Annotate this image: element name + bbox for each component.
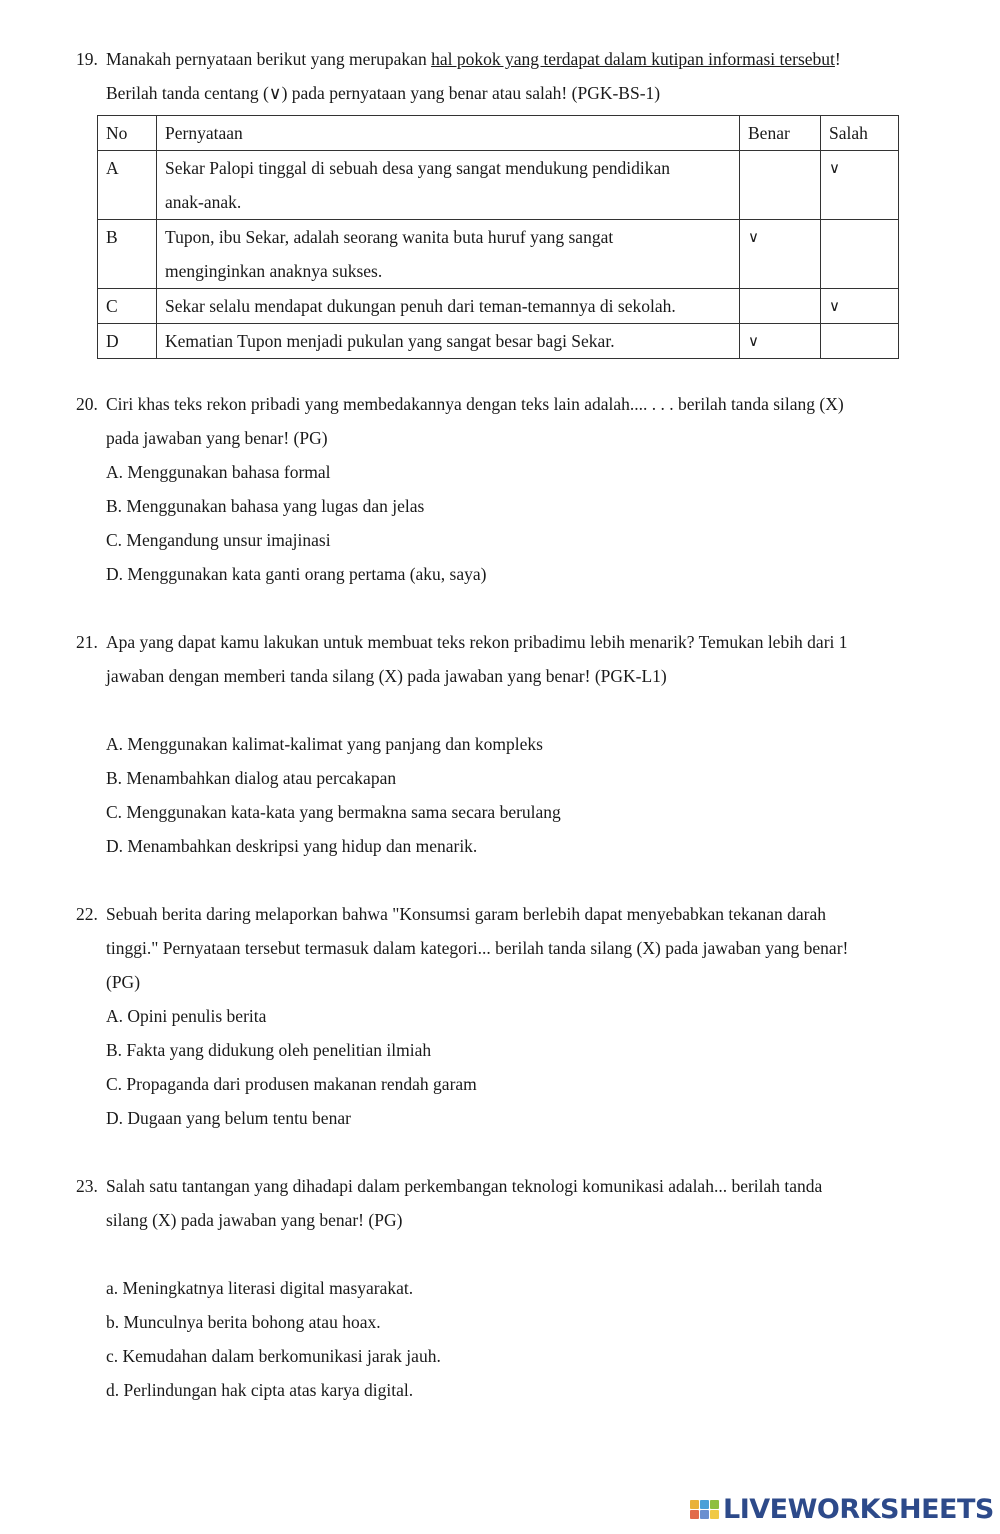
q23-prompt-line2: silang (X) pada jawaban yang benar! (PG) <box>106 1210 403 1230</box>
row-statement: Sekar Palopi tinggal di sebuah desa yang sangat mendukung pendidikan anak-anak. <box>157 151 740 220</box>
q19-number: 19. <box>76 49 98 69</box>
q23-option-c[interactable]: c. Kemudahan dalam berkomunikasi jarak jauh. <box>106 1346 441 1366</box>
row-statement: Tupon, ibu Sekar, adalah seorang wanita buta huruf yang sangat menginginkan anaknya sukses. <box>157 220 740 289</box>
salah-cell[interactable]: ∨ <box>821 289 899 324</box>
q19-instruction: Berilah tanda centang (∨) pada pernyataan yang benar atau salah! (PGK-BS-1) <box>106 83 661 103</box>
row-no: C <box>98 289 157 324</box>
q23-option-d[interactable]: d. Perlindungan hak cipta atas karya digital. <box>106 1380 414 1400</box>
q22-prompt-line1: Sebuah berita daring melaporkan bahwa "Konsumsi garam berlebih dapat menyebabkan tekanan darah <box>106 904 827 924</box>
row-no: A <box>98 151 157 220</box>
benar-cell[interactable]: ∨ <box>740 220 821 289</box>
statement-table <box>97 115 899 359</box>
q22-option-d[interactable]: D. Dugaan yang belum tentu benar <box>106 1108 351 1128</box>
salah-cell[interactable]: ∨ <box>821 151 899 220</box>
liveworksheets-logo <box>690 1494 994 1524</box>
table-row <box>98 220 899 289</box>
q19-underlined: hal pokok yang terdapat dalam kutipan informasi tersebut <box>431 49 835 69</box>
q20-option-a[interactable]: A. Menggunakan bahasa formal <box>106 462 331 482</box>
q21-number: 21. <box>76 632 98 652</box>
q21-prompt-line1: Apa yang dapat kamu lakukan untuk membuat teks rekon pribadimu lebih menarik? Temukan lebih dari 1 <box>106 632 848 652</box>
row-no: B <box>98 220 157 289</box>
row-no: D <box>98 324 157 359</box>
q22-prompt-line3: (PG) <box>106 972 141 992</box>
row-statement: Sekar selalu mendapat dukungan penuh dari teman-temannya di sekolah. <box>157 289 740 324</box>
benar-cell[interactable]: ∨ <box>740 324 821 359</box>
logo-grid-icon <box>690 1500 719 1519</box>
table-row <box>98 151 899 220</box>
q21-option-a[interactable]: A. Menggunakan kalimat-kalimat yang panjang dan kompleks <box>106 734 543 754</box>
q20-option-d[interactable]: D. Menggunakan kata ganti orang pertama (aku, saya) <box>106 564 487 584</box>
q20-option-b[interactable]: B. Menggunakan bahasa yang lugas dan jelas <box>106 496 425 516</box>
header-statement: Pernyataan <box>157 116 740 151</box>
table-header-row <box>98 116 899 151</box>
q19-prompt: Manakah pernyataan berikut yang merupakan hal pokok yang terdapat dalam kutipan informasi tersebut! <box>106 49 841 69</box>
q21-prompt-line2: jawaban dengan memberi tanda silang (X) pada jawaban yang benar! (PGK-L1) <box>106 666 667 686</box>
q23-option-a[interactable]: a. Meningkatnya literasi digital masyarakat. <box>106 1278 414 1298</box>
salah-cell[interactable] <box>821 324 899 359</box>
q22-option-b[interactable]: B. Fakta yang didukung oleh penelitian ilmiah <box>106 1040 432 1060</box>
table-row <box>98 324 899 359</box>
benar-cell[interactable] <box>740 289 821 324</box>
q20-prompt-line1: Ciri khas teks rekon pribadi yang membedakannya dengan teks lain adalah.... . . . berilah tanda silang (X) <box>106 394 844 414</box>
logo-text: LIVEWORKSHEETS <box>723 1493 994 1525</box>
q21-option-b[interactable]: B. Menambahkan dialog atau percakapan <box>106 768 397 788</box>
q20-number: 20. <box>76 394 98 414</box>
benar-cell[interactable] <box>740 151 821 220</box>
row-statement: Kematian Tupon menjadi pukulan yang sangat besar bagi Sekar. <box>157 324 740 359</box>
q22-option-c[interactable]: C. Propaganda dari produsen makanan rendah garam <box>106 1074 477 1094</box>
q20-option-c[interactable]: C. Mengandung unsur imajinasi <box>106 530 331 550</box>
q23-prompt-line1: Salah satu tantangan yang dihadapi dalam perkembangan teknologi komunikasi adalah... berilah tanda <box>106 1176 823 1196</box>
table-row <box>98 289 899 324</box>
header-salah: Salah <box>821 116 899 151</box>
q23-option-b[interactable]: b. Munculnya berita bohong atau hoax. <box>106 1312 381 1332</box>
q22-number: 22. <box>76 904 98 924</box>
salah-cell[interactable] <box>821 220 899 289</box>
q22-prompt-line2: tinggi." Pernyataan tersebut termasuk dalam kategori... berilah tanda silang (X) pada jawaban yang benar! <box>106 938 849 958</box>
q22-option-a[interactable]: A. Opini penulis berita <box>106 1006 267 1026</box>
header-no: No <box>98 116 157 151</box>
header-benar: Benar <box>740 116 821 151</box>
q21-option-c[interactable]: C. Menggunakan kata-kata yang bermakna sama secara berulang <box>106 802 561 822</box>
q21-option-d[interactable]: D. Menambahkan deskripsi yang hidup dan menarik. <box>106 836 478 856</box>
q20-prompt-line2: pada jawaban yang benar! (PG) <box>106 428 328 448</box>
q23-number: 23. <box>76 1176 98 1196</box>
